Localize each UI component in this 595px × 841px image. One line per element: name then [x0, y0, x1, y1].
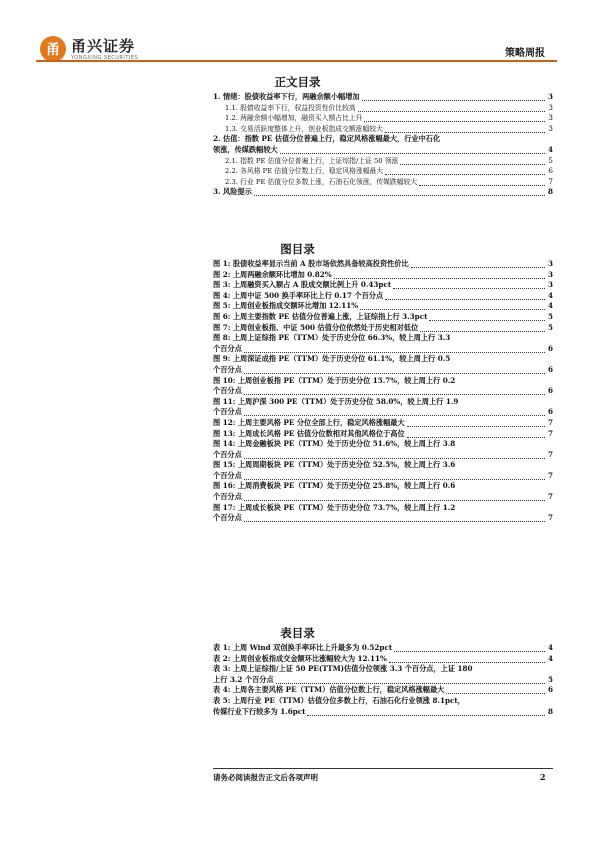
- leader-dots: [244, 342, 545, 353]
- leader-dots: [244, 490, 545, 501]
- figure-entry-page: 6: [547, 386, 553, 396]
- figure-entry-label-cont: 个百分点: [213, 449, 242, 459]
- figure-entry-page: 3: [547, 269, 553, 279]
- figure-entry-page: 7: [547, 492, 553, 502]
- header-rule: [36, 60, 557, 62]
- figure-entry-label: 图 10: 上周创业板指 PE（TTM）处于历史分位 15.7%，较上周上行 0.2: [213, 375, 456, 385]
- figure-entry-label: 图 1: 股债收益率显示当前 A 股市场依然具备较高投资性价比: [213, 259, 409, 268]
- leader-dots: [276, 673, 545, 684]
- figure-entry-label: 图 6: 上周主要指数 PE 估值分位普遍上涨，上证综指上行 3.3pct: [213, 311, 428, 321]
- figure-entry-label: 图 15: 上周周期板块 PE（TTM）处于历史分位 52.5%，较上周上行 3.6: [213, 460, 456, 470]
- toc-entry-page: 5: [548, 155, 553, 165]
- figure-entry-label: 图 17: 上周成长板块 PE（TTM）处于历史分位 73.7%，较上周上行 1.2: [213, 502, 456, 512]
- toc-entry-page: 8: [547, 187, 553, 197]
- figure-entry-continued[interactable]: [213, 492, 553, 503]
- table-entry-page: 4: [547, 643, 553, 652]
- figure-entry-label: 图 11: 上周沪深 300 PE（TTM）处于历史分位 58.0%，较上周上行 1.9: [213, 396, 459, 406]
- table-entry-page: 6: [547, 685, 553, 695]
- toc-entry-label: 1. 情绪：股债收益率下行，两融余额小幅增加: [213, 92, 360, 101]
- figure-entry[interactable]: [213, 323, 553, 334]
- toc-entry-page: 7: [548, 176, 553, 186]
- figure-entry-page: 7: [547, 449, 553, 459]
- figure-entry-page: 7: [547, 470, 553, 480]
- table-entry[interactable]: [213, 654, 553, 665]
- figure-entry-label: 图 9: 上周深证成指 PE（TTM）处于历史分位 61.1%，较上周上行 0.5: [213, 354, 451, 364]
- toc-entry-label: 2.2. 各风格 PE 估值分位数上行，稳定风格涨幅最大: [225, 167, 384, 176]
- toc-entry[interactable]: [213, 124, 553, 135]
- leader-dots: [407, 427, 545, 438]
- footer-rule: [213, 768, 553, 769]
- leader-dots: [400, 154, 545, 165]
- figure-entry-label-cont: 个百分点: [213, 343, 242, 353]
- leader-dots: [385, 289, 545, 300]
- leader-dots: [244, 363, 545, 374]
- figure-entry-page: 6: [547, 407, 553, 417]
- figure-entry-label: 图 5: 上周创业板指成交额环比增加 12.11%: [213, 301, 359, 311]
- leader-dots: [419, 175, 545, 186]
- table-entry-continued[interactable]: [213, 707, 553, 718]
- toc-entry[interactable]: [213, 187, 553, 198]
- table-entry-page: 8: [547, 706, 553, 716]
- page-header: [36, 30, 557, 72]
- table-entry-label-cont: 上行 3.2 个百分点: [213, 674, 274, 684]
- figure-entry-label: 图 3: 上周融资买入额占 A 股成交额比例上升 0.43pct: [213, 280, 392, 290]
- toc-entry-label: 1.2. 两融余额小幅增加，融资买入额占比上升: [225, 114, 363, 123]
- table-entry-label: 表 5: 上周行业 PE（TTM）估值分位多数上行，石油石化行业领涨 8.1pct，: [213, 695, 465, 705]
- table-entry-label: 表 3: 上周上证综指/上证 50 PE(TTM)估值分位领涨 3.3 个百分点，上证 180: [213, 664, 473, 674]
- toc-entry-page: 3: [547, 92, 553, 101]
- toc-entry-page: 3: [548, 123, 553, 133]
- table-list: [213, 643, 553, 717]
- figure-entry-page: 3: [547, 280, 553, 290]
- leader-dots: [393, 278, 545, 289]
- figure-entry-label: 图 2: 上周两融余额环比增加 0.82%: [213, 269, 332, 279]
- figure-entry-continued[interactable]: [213, 450, 553, 461]
- leader-dots: [360, 299, 545, 310]
- toc-entry-page: 4: [547, 144, 553, 154]
- toc-entry-page: 3: [548, 113, 553, 123]
- figure-list-heading: 图目录: [280, 242, 315, 256]
- toc-entry-label: 3. 风险提示: [213, 187, 252, 197]
- figure-entry-label-cont: 个百分点: [213, 364, 242, 374]
- figure-entry-page: 4: [547, 290, 553, 300]
- figure-entry-continued[interactable]: [213, 513, 553, 524]
- leader-dots: [394, 641, 545, 652]
- leader-dots: [280, 143, 545, 154]
- leader-dots: [385, 122, 545, 133]
- leader-dots: [244, 384, 545, 395]
- leader-dots: [420, 321, 545, 332]
- toc-entry-label: 2.3. 行业 PE 估值分位多数上涨，石油石化领涨，传媒跌幅较大: [225, 177, 418, 186]
- leader-dots: [411, 257, 545, 268]
- table-entry-page: 5: [547, 674, 553, 684]
- figure-entry-label: 图 13: 上周成长风格 PE 估值分位数相对其他风格位于高位: [213, 428, 405, 438]
- figure-entry-label: 图 14: 上周金融板块 PE（TTM）处于历史分位 51.6%，较上周上行 3.8: [213, 439, 456, 449]
- figure-entry-continued[interactable]: [213, 386, 553, 397]
- logo-name-en: YONGXING SECURITIES: [71, 54, 139, 61]
- table-list-heading: 表目录: [280, 626, 315, 640]
- leader-dots: [244, 405, 545, 416]
- table-entry-label-cont: 传媒行业下行较多为 1.6pct: [213, 706, 306, 716]
- figure-entry-page: 7: [547, 417, 553, 427]
- figure-entry-page: 5: [547, 311, 553, 321]
- company-logo: [40, 36, 138, 62]
- toc-entry-page: 6: [548, 166, 553, 176]
- figure-entry-label: 图 4: 上周中证 500 换手率环比上行 0.17 个百分点: [213, 290, 384, 300]
- figure-entry-page: 3: [547, 259, 553, 268]
- figure-entry[interactable]: [213, 429, 553, 440]
- leader-dots: [446, 683, 545, 694]
- figure-entry-continued[interactable]: [213, 344, 553, 355]
- leader-dots: [307, 705, 545, 716]
- toc-entry-page: 3: [548, 102, 553, 112]
- figure-entry-label-cont: 个百分点: [213, 513, 242, 523]
- logo-name-cn: 甬兴证券: [71, 36, 136, 55]
- figure-entry-label: 图 16: 上周消费板块 PE（TTM）处于历史分位 25.8%，较上周上行 0.6: [213, 481, 456, 491]
- toc-entry-label: 1.3. 交易活跃度整体上升，创业板指成交额涨幅较大: [225, 124, 383, 133]
- table-entry-page: 4: [547, 653, 553, 663]
- leader-dots: [244, 511, 545, 522]
- leader-dots: [389, 652, 545, 663]
- figure-entry-continued[interactable]: [213, 365, 553, 376]
- logo-mark-icon: 甬: [40, 36, 66, 62]
- table-entry-label: 表 2: 上周创业板指成交金额环比涨幅较大为 12.11%: [213, 653, 387, 663]
- document-type: 策略周报: [505, 48, 545, 59]
- table-entry[interactable]: [213, 685, 553, 696]
- toc-heading: 正文目录: [274, 75, 321, 89]
- leader-dots: [244, 448, 545, 459]
- leader-dots: [429, 310, 545, 321]
- figure-entry-page: 6: [547, 343, 553, 353]
- figure-entry-label: 图 8: 上周上证综指 PE（TTM）处于历史分位 66.3%，较上周上行 3.3: [213, 333, 451, 343]
- toc-entry-label: 2.1. 指数 PE 估值分位普遍上行，上证综指/上证 50 领涨: [225, 156, 399, 165]
- figure-list: [213, 259, 553, 524]
- leader-dots: [254, 185, 545, 196]
- figure-entry-label: 图 12: 上周主要风格 PE 分位全部上行，稳定风格涨幅最大: [213, 417, 405, 427]
- table-entry-label: 表 4: 上周各主要风格 PE（TTM）估值分位数上行，稳定风格涨幅最大: [213, 685, 445, 695]
- figure-entry-label-cont: 个百分点: [213, 492, 242, 502]
- leader-dots: [362, 90, 545, 101]
- figure-entry-label-cont: 个百分点: [213, 407, 242, 417]
- toc-list: [213, 92, 553, 198]
- figure-entry-page: 6: [547, 364, 553, 374]
- figure-entry-page: 5: [547, 322, 553, 332]
- figure-entry-page: 7: [547, 428, 553, 438]
- leader-dots: [385, 164, 545, 175]
- figure-entry-label-cont: 个百分点: [213, 470, 242, 480]
- toc-entry-label: 2. 估值：指数 PE 估值分位普遍上行，稳定风格涨幅最大，行业中石化: [213, 134, 441, 144]
- page-number: 2: [540, 772, 546, 782]
- leader-dots: [364, 111, 545, 122]
- figure-entry-continued[interactable]: [213, 471, 553, 482]
- figure-entry-page: 4: [547, 301, 553, 311]
- footer-disclaimer: 请务必阅读报告正文后各项声明: [213, 773, 318, 782]
- figure-entry-page: 7: [547, 513, 553, 523]
- leader-dots: [244, 469, 545, 480]
- leader-dots: [334, 268, 545, 279]
- toc-entry-label: 1.1. 股债收益率下行，权益投资性价比较高: [225, 103, 356, 112]
- leader-dots: [358, 101, 545, 112]
- leader-dots: [407, 416, 545, 427]
- figure-entry-label: 图 7: 上周创业板指、中证 500 估值分位依然处于历史相对低位: [213, 322, 419, 332]
- toc-entry-label-cont: 领涨，传媒跌幅较大: [213, 144, 278, 154]
- figure-entry-label-cont: 个百分点: [213, 386, 242, 396]
- table-entry-label: 表 1: 上周 Wind 双创换手率环比上升最多为 0.52pct: [213, 643, 393, 652]
